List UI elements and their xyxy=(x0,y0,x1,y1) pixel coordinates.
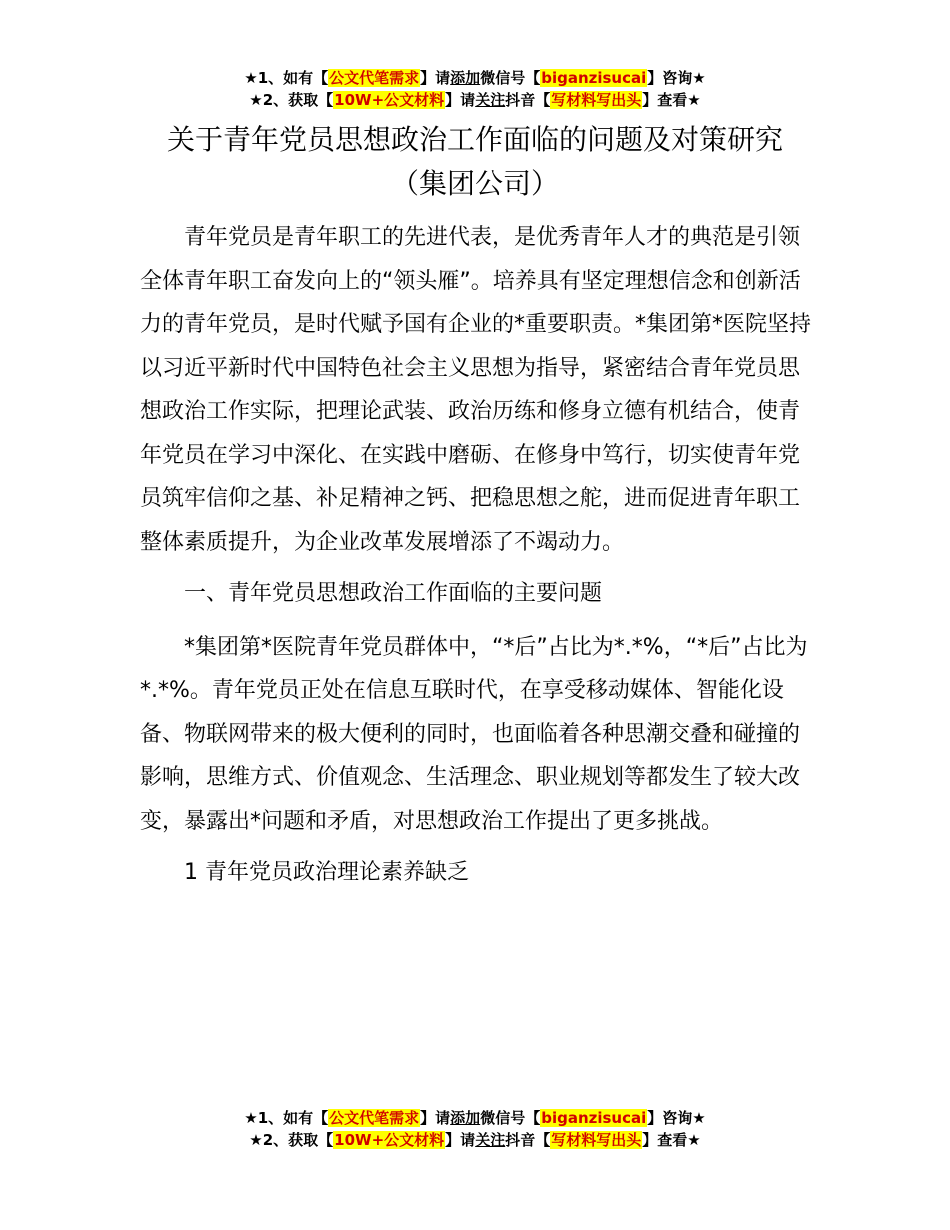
underlined-text: 添加 xyxy=(450,1109,481,1127)
promo-text: 2、获取【 xyxy=(262,91,334,109)
star-icon: ★ xyxy=(249,1131,263,1149)
highlight-text: 公文代笔需求 xyxy=(329,1109,420,1127)
wechat-id: biganzisucai xyxy=(541,1109,647,1127)
promo-text: 】咨询 xyxy=(647,69,693,87)
promo-text: 微信号【 xyxy=(480,1109,541,1127)
star-icon: ★ xyxy=(692,69,706,87)
promo-text: 】请 xyxy=(445,91,476,109)
underlined-text: 关注 xyxy=(475,91,506,109)
underlined-text: 添加 xyxy=(450,69,481,87)
highlight-text: 10W+公文材料 xyxy=(334,91,445,109)
wechat-id: biganzisucai xyxy=(541,69,647,87)
promo-text: 】查看 xyxy=(642,1131,688,1149)
highlight-text: 公文代笔需求 xyxy=(329,69,420,87)
douyin-account: 写材料写出头 xyxy=(551,91,642,109)
star-icon: ★ xyxy=(244,69,258,87)
promo-text: 抖音【 xyxy=(505,91,551,109)
intro-paragraph: 青年党员是青年职工的先进代表，是优秀青年人才的典范是引领全体青年职工奋发向上的“领头雁”。培养具有坚定理想信念和创新活力的青年党员，是时代赋予国有企业的*重要职责。*集团第*医院坚持以习近平新时代中国特色社会主义思想为指导，紧密结合青年党员思想政治工作实际，把理论武装、政治历练和修身立德有机结合，使青年党员在学习中深化、在实践中磨砺、在修身中笃行，切实使青年党员筑牢信仰之基、补足精神之钙、把稳思想之舵，进而促进青年职工整体素质提升，为企业改革发展增添了不竭动力。 xyxy=(140,225,812,555)
promo-text: 】请 xyxy=(445,1131,476,1149)
star-icon: ★ xyxy=(249,91,263,109)
douyin-account: 写材料写出头 xyxy=(551,1131,642,1149)
highlight-text: 10W+公文材料 xyxy=(334,1131,445,1149)
body-paragraph: *集团第*医院青年党员群体中，“*后”占比为*.*%，“*后”占比为*.*%。青年党员正处在信息互联时代，在享受移动媒体、智能化设备、物联网带来的极大便利的同时，也面临着各种思潮交叠和碰撞的影响，思维方式、价值观念、生活理念、职业规划等都发生了较大改变，暴露出*问题和矛盾，对思想政治工作提出了更多挑战。 xyxy=(140,634,808,834)
footer-promo-banner xyxy=(0,1107,950,1151)
promo-text: 】咨询 xyxy=(647,1109,693,1127)
promo-line-1 xyxy=(0,1107,950,1129)
promo-text: 1、如有【 xyxy=(257,69,329,87)
section-heading: 一、青年党员思想政治工作面临的主要问题 xyxy=(184,581,603,606)
promo-text: 1、如有【 xyxy=(257,1109,329,1127)
promo-line-1 xyxy=(0,67,950,89)
promo-text: 抖音【 xyxy=(505,1131,551,1149)
subsection-heading: 1 青年党员政治理论素养缺乏 xyxy=(184,860,469,885)
promo-line-2 xyxy=(0,1129,950,1151)
underlined-text: 关注 xyxy=(475,1131,506,1149)
promo-text: 】请 xyxy=(420,69,451,87)
promo-text: 微信号【 xyxy=(480,69,541,87)
promo-text: 】请 xyxy=(420,1109,451,1127)
header-promo-banner xyxy=(0,67,950,111)
promo-line-2 xyxy=(0,89,950,111)
star-icon: ★ xyxy=(244,1109,258,1127)
document-title: 关于青年党员思想政治工作面临的问题及对策研究（集团公司） xyxy=(166,123,783,200)
star-icon: ★ xyxy=(687,1131,701,1149)
star-icon: ★ xyxy=(687,91,701,109)
star-icon: ★ xyxy=(692,1109,706,1127)
promo-text: 】查看 xyxy=(642,91,688,109)
promo-text: 2、获取【 xyxy=(262,1131,334,1149)
document-body xyxy=(140,216,815,903)
